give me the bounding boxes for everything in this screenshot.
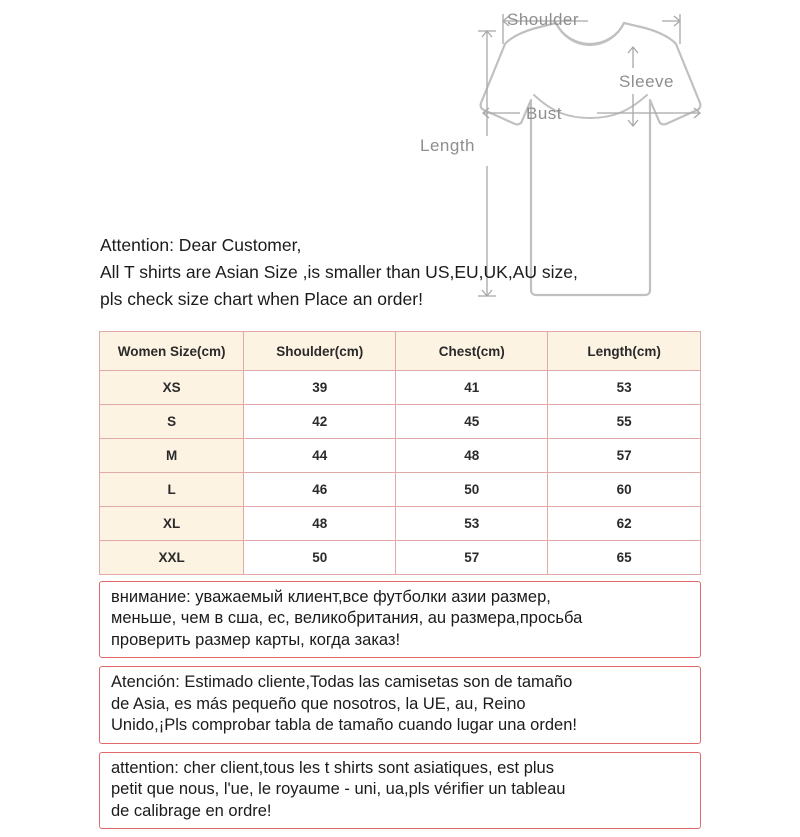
cell-length: 53 [548, 371, 701, 405]
cell-size: L [100, 473, 244, 507]
cell-size: M [100, 439, 244, 473]
table-header-row [100, 332, 701, 371]
notice-line: внимание: уважаемый клиент,все футболки азии размер, [111, 588, 551, 606]
cell-chest: 41 [396, 371, 548, 405]
notice-line: Atención: Estimado cliente,Todas las camisetas son de tamaño [111, 673, 573, 692]
notice-russian [99, 581, 701, 658]
table-row [100, 439, 701, 473]
diagram-label-bust: Bust [526, 104, 563, 123]
notice-line: de calibrage en ordre! [111, 801, 272, 820]
notice-line: petit que nous, l'ue, le royaume - uni, ua,pls vérifier un tableau [111, 780, 566, 799]
notice-list [99, 581, 701, 837]
attention-line-2: All T shirts are Asian Size ,is smaller than US,EU,UK,AU size, [100, 262, 578, 283]
cell-chest: 48 [396, 439, 548, 473]
cell-size: S [100, 405, 244, 439]
attention-line-3: pls check size chart when Place an order! [100, 289, 423, 310]
cell-length: 57 [548, 439, 701, 473]
diagram-label-sleeve: Sleeve [619, 72, 674, 91]
cell-size: XS [100, 371, 244, 405]
cell-shoulder: 50 [244, 541, 396, 575]
cell-chest: 50 [396, 473, 548, 507]
cell-length: 60 [548, 473, 701, 507]
cell-shoulder: 44 [244, 439, 396, 473]
attention-block [100, 232, 720, 313]
notice-french [99, 752, 701, 829]
cell-shoulder: 42 [244, 405, 396, 439]
notice-line: меньше, чем в сша, ес, великобритания, au размера,просьба [111, 609, 583, 628]
table-row [100, 473, 701, 507]
cell-length: 65 [548, 541, 701, 575]
column-header-length: Length(cm) [548, 332, 701, 371]
table-row [100, 405, 701, 439]
cell-shoulder: 39 [244, 371, 396, 405]
cell-shoulder: 48 [244, 507, 396, 541]
notice-line: de Asia, es más pequeño que nosotros, la UE, au, Reino [111, 694, 526, 713]
attention-line-1: Attention: Dear Customer, [100, 235, 302, 255]
diagram-label-shoulder: Shoulder [507, 10, 580, 29]
diagram-label-length: Length [420, 136, 475, 155]
column-header-chest: Chest(cm) [396, 332, 548, 371]
cell-size: XXL [100, 541, 244, 575]
notice-spanish [99, 666, 701, 743]
table-row [100, 507, 701, 541]
column-header-size: Women Size(cm) [100, 332, 244, 371]
column-header-shoulder: Shoulder(cm) [244, 332, 396, 371]
notice-line: Unido,¡Pls comprobar tabla de tamaño cuando lugar una orden! [111, 716, 577, 735]
cell-length: 55 [548, 405, 701, 439]
cell-chest: 57 [396, 541, 548, 575]
cell-size: XL [100, 507, 244, 541]
cell-chest: 45 [396, 405, 548, 439]
cell-length: 62 [548, 507, 701, 541]
table-row [100, 541, 701, 575]
table-row [100, 371, 701, 405]
notice-line: проверить размер карты, когда заказ! [111, 630, 401, 649]
cell-shoulder: 46 [244, 473, 396, 507]
cell-chest: 53 [396, 507, 548, 541]
size-chart-table [99, 331, 701, 575]
notice-line: attention: cher client,tous les t shirts sont asiatiques, est plus [111, 758, 554, 777]
